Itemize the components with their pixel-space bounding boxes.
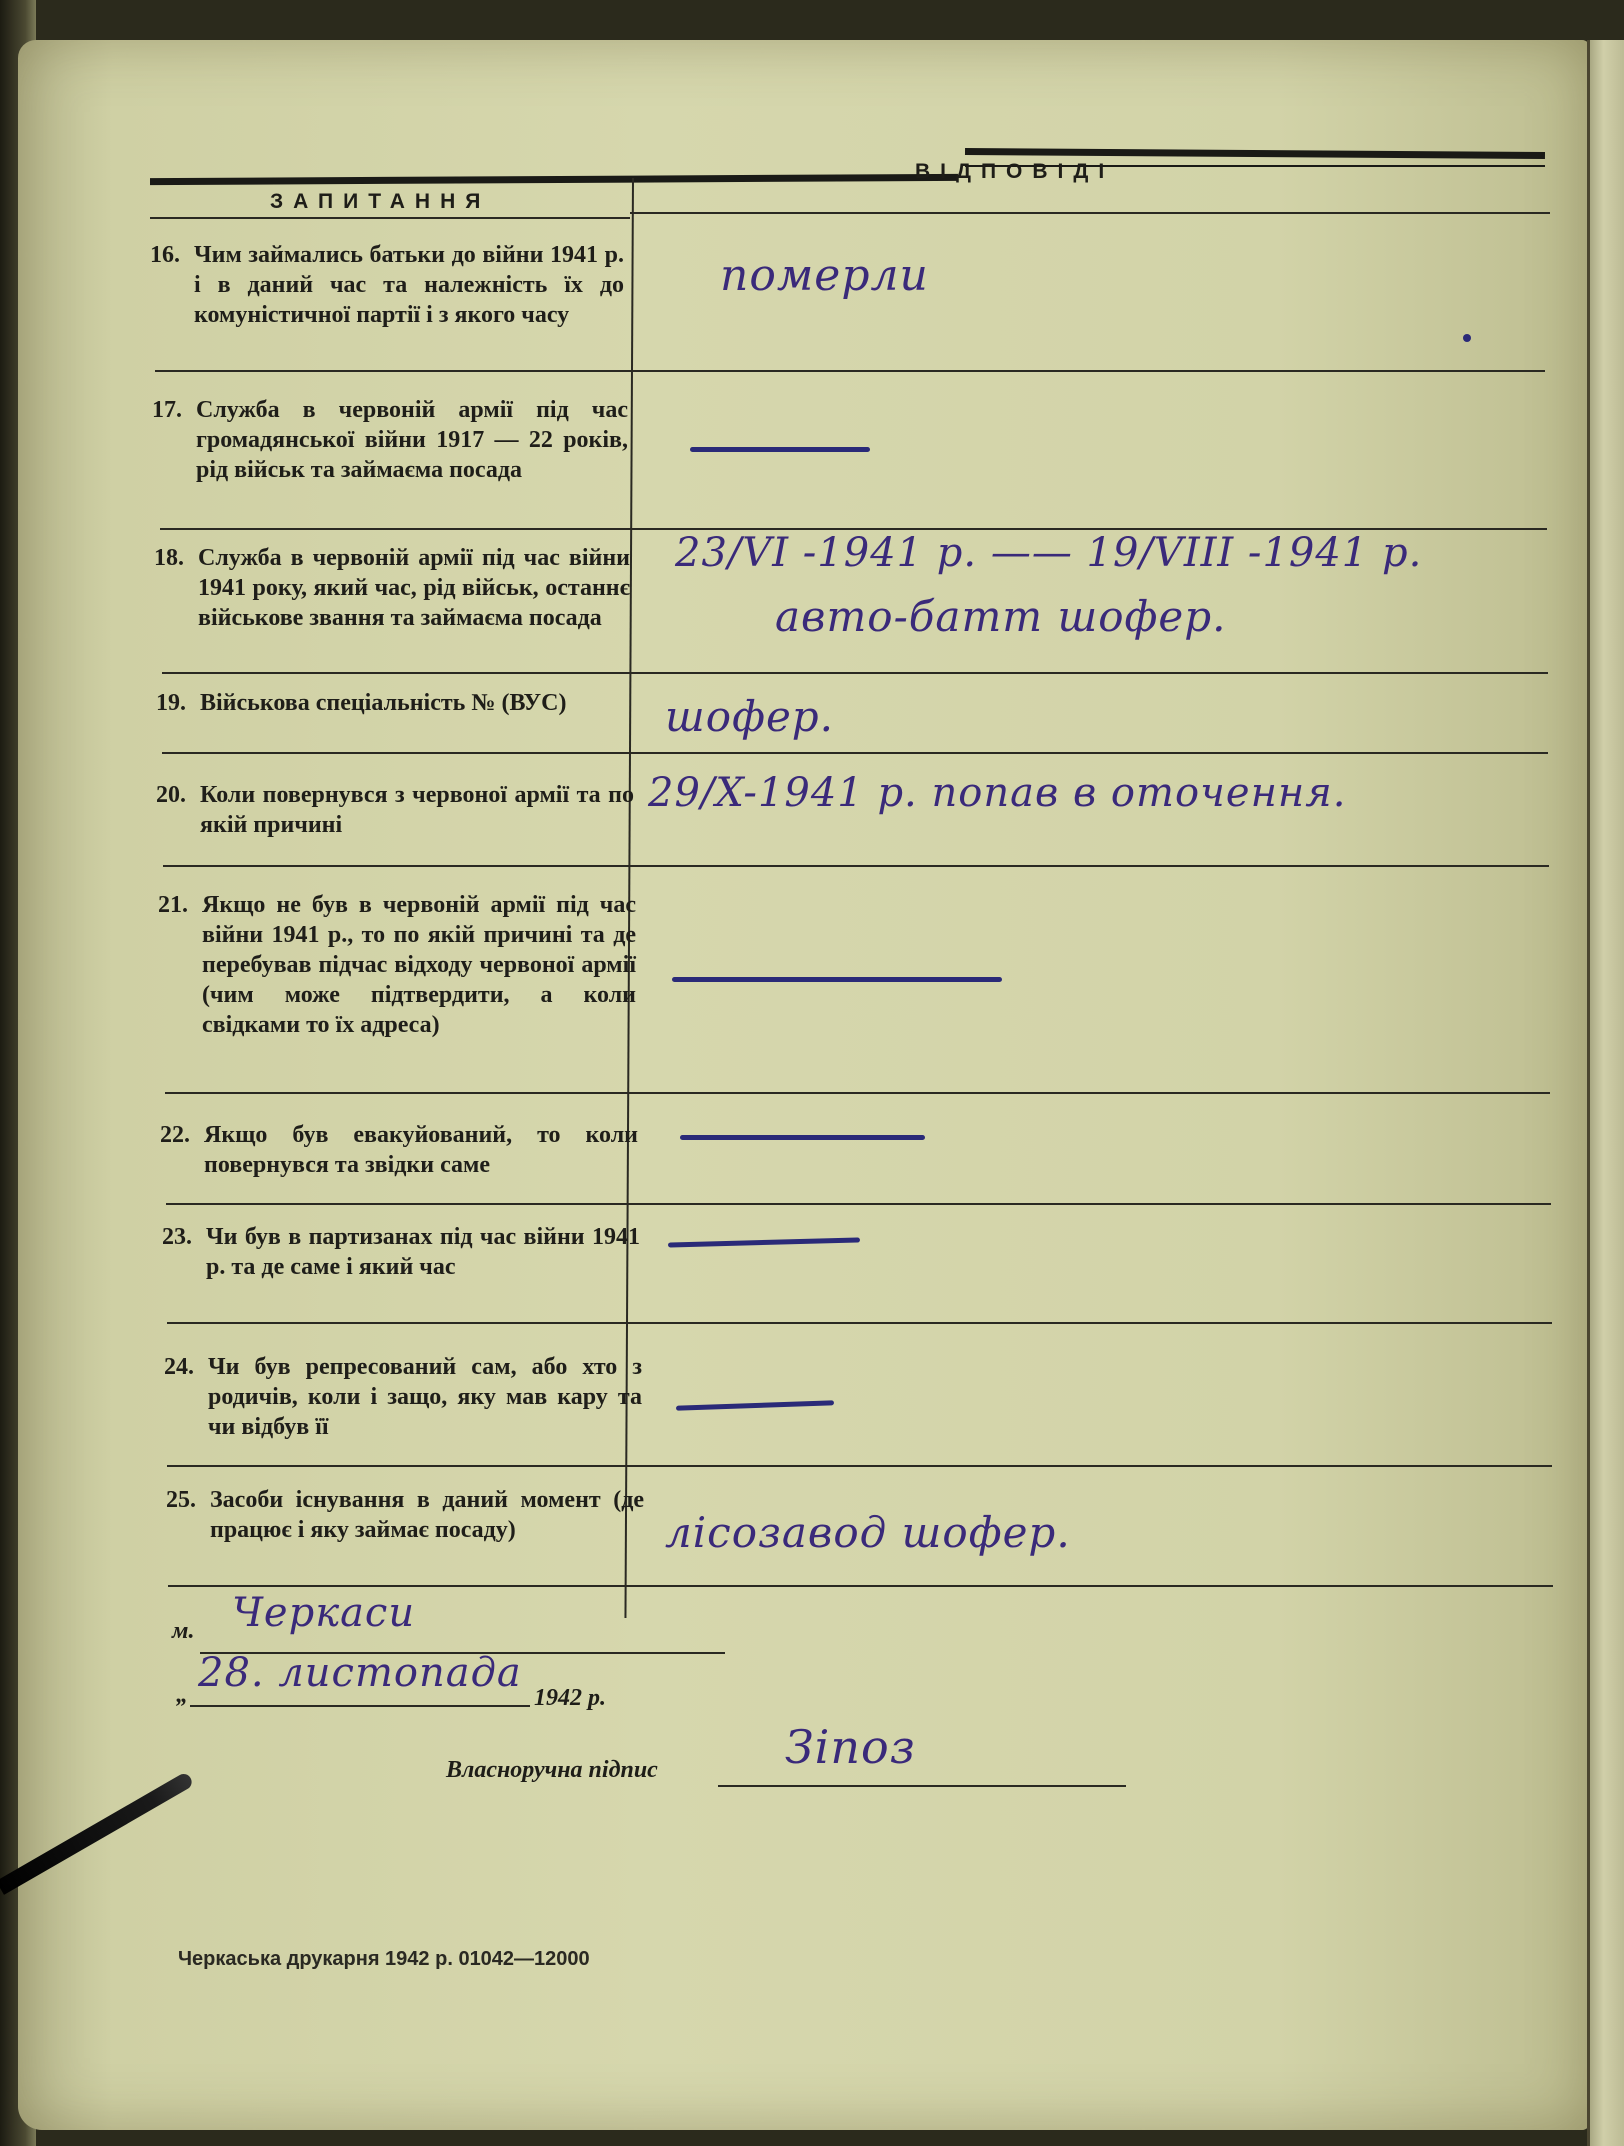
signature-label: Власноручна підпис	[446, 1757, 658, 1783]
answer-17-dash	[690, 447, 870, 452]
question-text: Служба в червоній армії під час війни 1941 року, який час, рід військ, останнє військове звання та займаєма посада	[198, 545, 630, 631]
question-text: Засоби існування в даний момент (де працює і яку займає посаду)	[210, 1487, 644, 1543]
question-17	[152, 395, 634, 485]
header-bottom-rule	[150, 217, 630, 219]
row-separator	[166, 1203, 1551, 1205]
question-text: Чи був репресований сам, або хто з родичів, коли і защо, яку мав кару та чи відбув її	[208, 1354, 642, 1440]
question-22	[160, 1120, 644, 1180]
question-number: 22.	[160, 1122, 190, 1148]
answers-header: ВІДПОВІДІ	[915, 160, 1115, 183]
questions-header: ЗАПИТАННЯ	[270, 190, 491, 213]
question-number: 19.	[156, 690, 186, 716]
row-separator	[162, 752, 1548, 754]
date-prefix: „	[176, 1682, 188, 1708]
question-text: Служба в червоній армії під час громадянської війни 1917 — 22 років, рід військ та займаєма посада	[196, 397, 628, 483]
page-edge	[1587, 40, 1624, 2146]
row-separator	[165, 1092, 1550, 1094]
question-24	[164, 1352, 648, 1442]
question-25	[166, 1485, 650, 1545]
row-separator	[167, 1322, 1552, 1324]
year-number: 1942	[534, 1685, 582, 1711]
header-answer-rule	[630, 212, 1550, 214]
question-20	[156, 780, 640, 840]
question-number: 17.	[152, 397, 182, 423]
question-number: 23.	[162, 1224, 192, 1250]
question-number: 24.	[164, 1354, 194, 1380]
document-page	[18, 40, 1590, 2130]
year-suffix: р.	[588, 1685, 606, 1711]
signature-value: Зіпоз	[785, 1720, 916, 1774]
question-text: Військова спеціальність № (ВУС)	[200, 690, 567, 716]
answer-21-dash	[672, 977, 1002, 982]
signature-underline	[718, 1785, 1126, 1787]
answer-20: 29/X-1941 р. попав в оточення.	[648, 770, 1347, 816]
printer-imprint: Черкаська друкарня 1942 р. 01042—12000	[178, 1948, 590, 1970]
question-number: 21.	[158, 892, 188, 918]
answer-22-dash	[680, 1135, 925, 1140]
question-16	[150, 240, 630, 330]
answer-25: лісозавод шофер.	[665, 1508, 1071, 1557]
date-underline	[190, 1705, 530, 1707]
question-23	[162, 1222, 646, 1282]
row-separator	[167, 1465, 1552, 1467]
question-text: Якщо не був в червоній армії під час війни 1941 р., то по якій причині та де перебував підчас відходу червоної армії (чим може підтвердити, а коли свідками то їх адреса)	[202, 892, 636, 1038]
city-value: Черкаси	[232, 1590, 416, 1636]
question-number: 25.	[166, 1487, 196, 1513]
question-text: Чим займались батьки до війни 1941 р. і в даний час та належність їх до комуністичної партії і з якого часу	[194, 242, 624, 328]
question-text: Чи був в партизанах під час війни 1941 р. та де саме і який час	[206, 1224, 640, 1280]
ink-dot	[1463, 334, 1471, 342]
answer-19: шофер.	[665, 692, 835, 741]
city-prefix: м.	[172, 1618, 195, 1644]
row-separator	[163, 865, 1549, 867]
question-18	[154, 543, 636, 633]
year-printed	[534, 1685, 606, 1712]
date-value: 28. листопада	[198, 1650, 522, 1696]
answer-18-dates: 23/VI -1941 р. —— 19/VIII -1941 р.	[675, 530, 1423, 576]
row-separator	[162, 672, 1548, 674]
row-separator	[168, 1585, 1553, 1587]
question-number: 18.	[154, 545, 184, 571]
answer-18-unit: авто-батт шофер.	[775, 592, 1227, 641]
question-text: Якщо був евакуйований, то коли повернувся та звідки саме	[204, 1122, 638, 1178]
answer-16: померли	[720, 250, 929, 301]
question-number: 16.	[150, 242, 180, 268]
question-21	[158, 890, 642, 1040]
question-19	[156, 688, 638, 718]
question-text: Коли повернувся з червоної армії та по якій причині	[200, 782, 634, 838]
row-separator	[155, 370, 1545, 372]
question-number: 20.	[156, 782, 186, 808]
